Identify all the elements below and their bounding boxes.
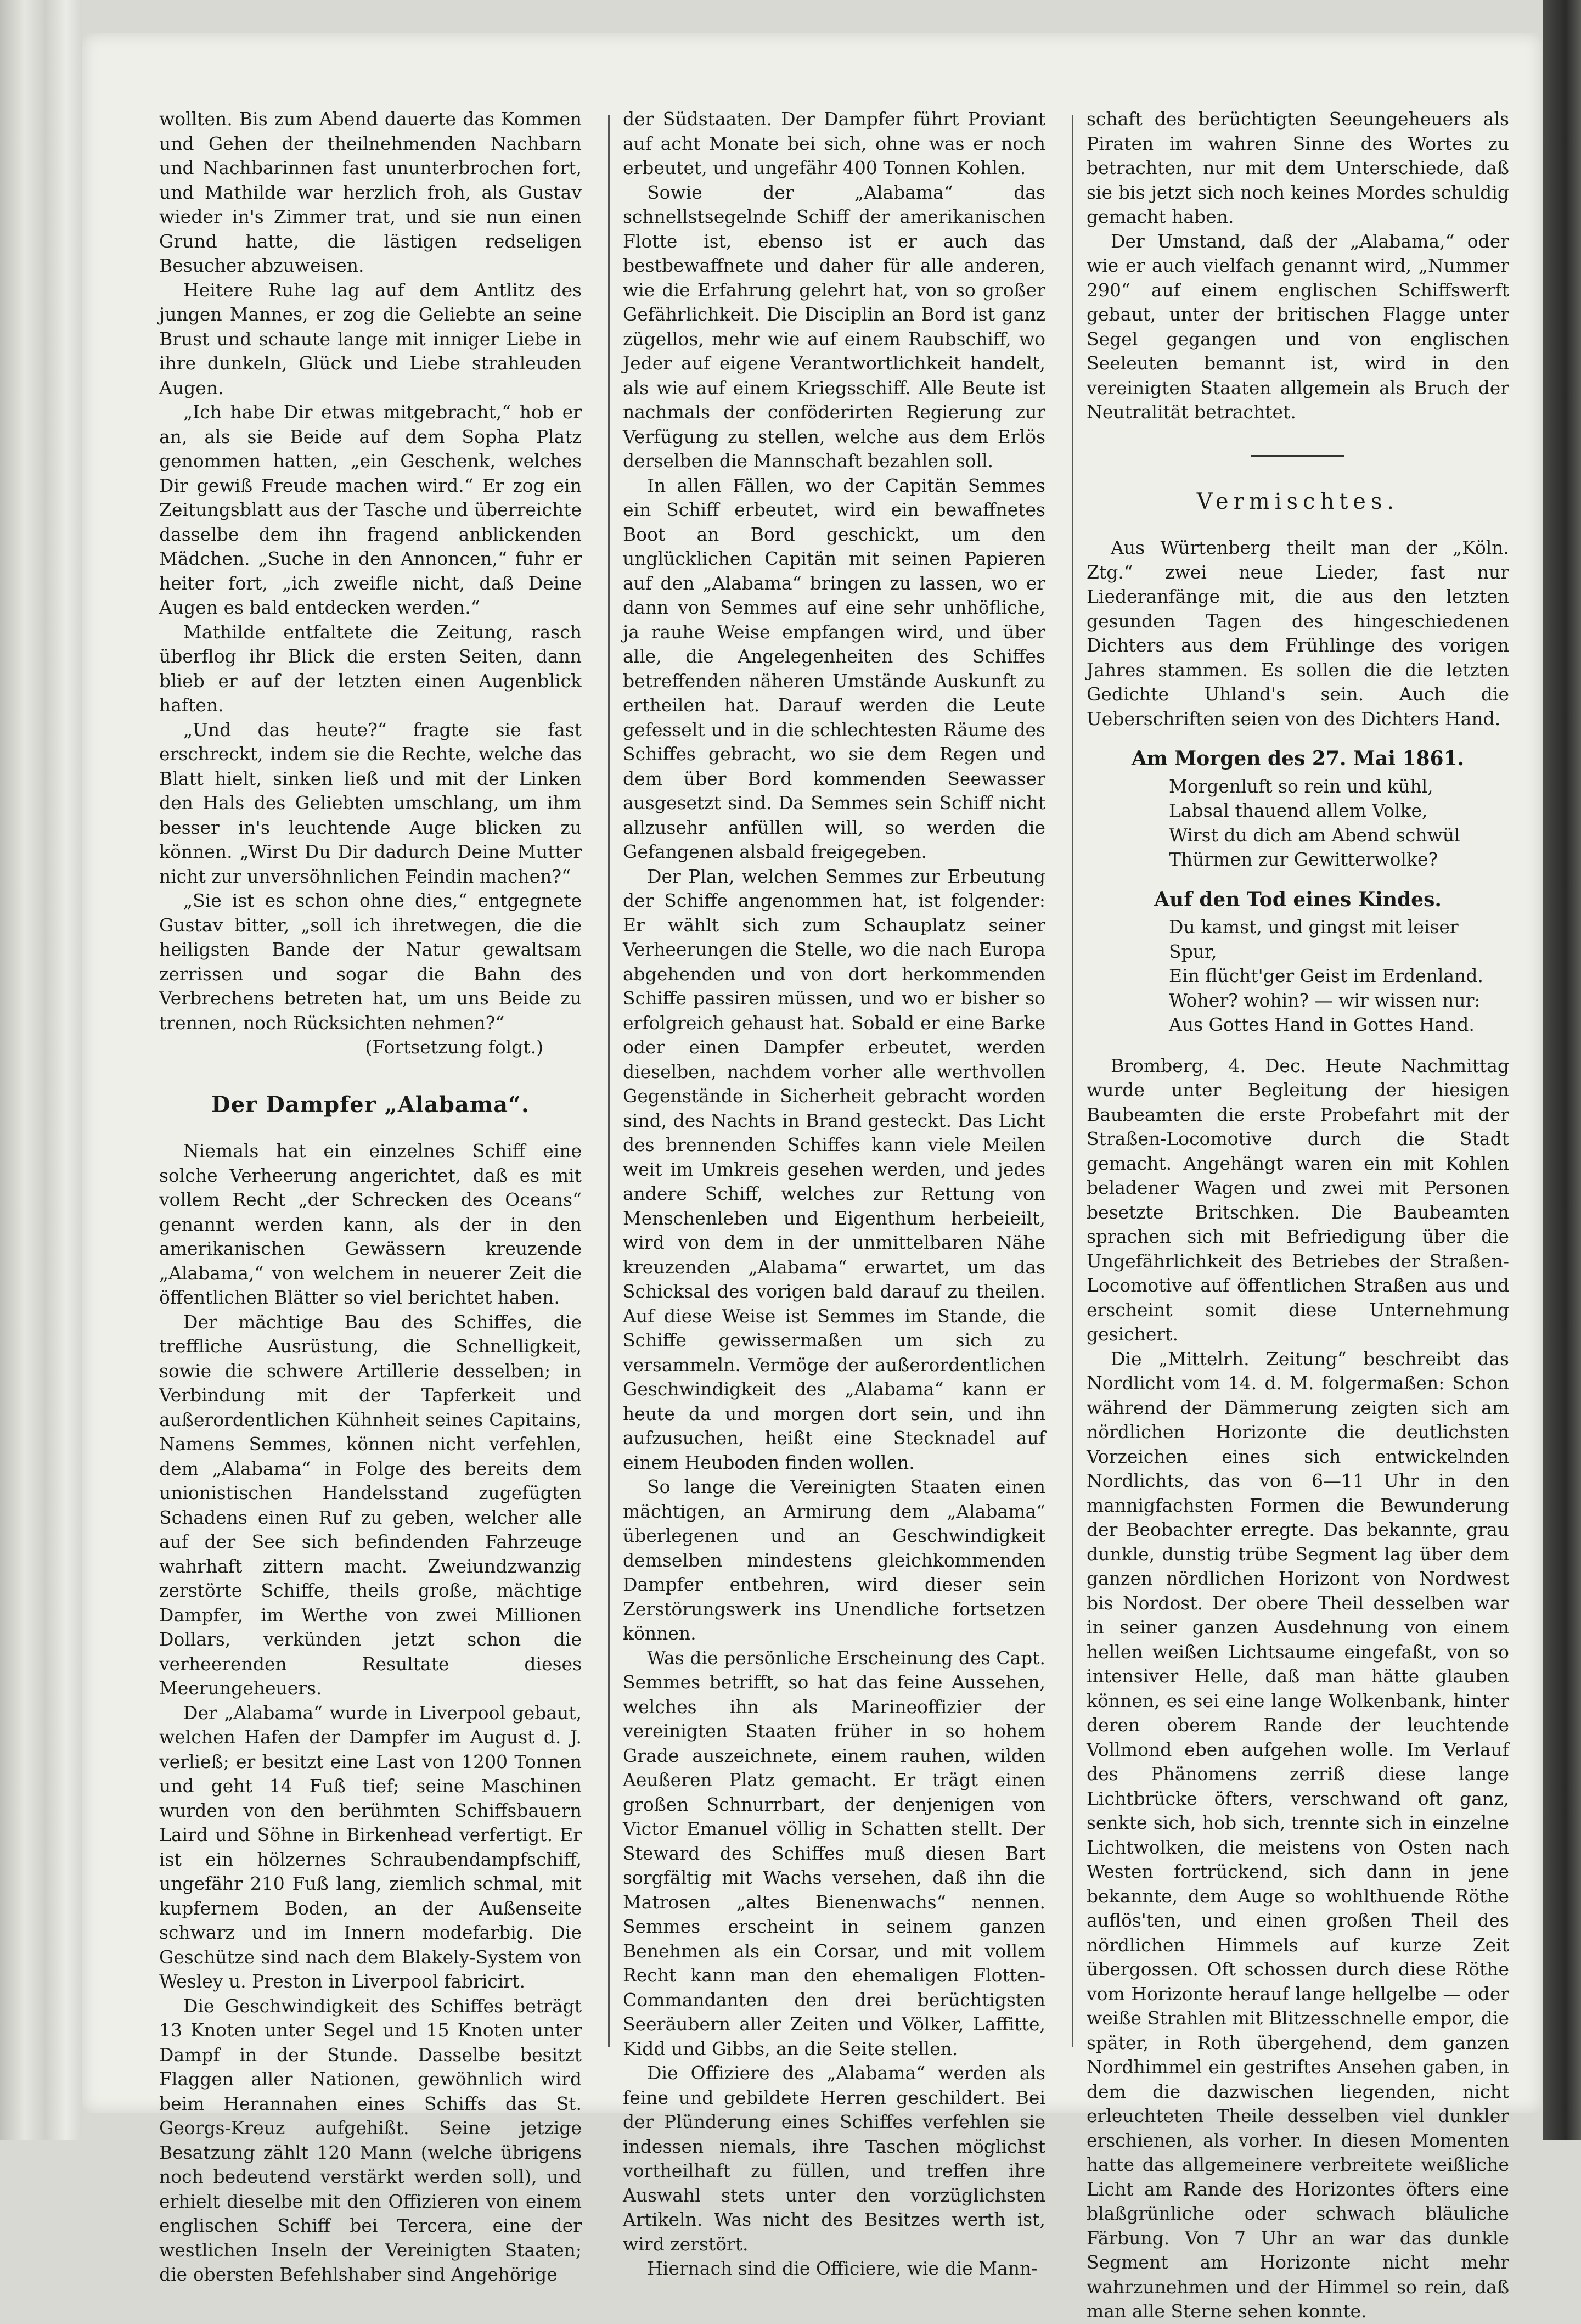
paragraph: Der „Alabama“ wurde in Liverpool gebaut, welchen Hafen der Dampfer im August d. J. verließ; er besitzt eine Last von 1200 Tonnen und geht 14 Fuß tief; seine Maschinen wurden von den berühmten Schiffsbauern Laird und Söhne in Birkenhead verfertigt. Er ist ein hölzernes Schraubendampfschiff, ungefähr 210 Fuß lang, ziemlich schmal, mit kupfernem Boden, an der Außenseite schwarz und im Innern modefarbig. Die Geschütze sind nach dem Blakely-System von Wesley u. Preston in Liverpool fabricirt. [159, 1702, 582, 1992]
verse-line: Wirst du dich am Abend schwül [1169, 824, 1460, 846]
paragraph: Der Umstand, daß der „Alabama,“ oder wie er auch vielfach genannt wird, „Nummer 290“ auf einem englischen Schiffswerft gebaut, unter der britischen Flagge unter Segel gegangen und von englischen Seeleuten bemannt ist, wird in den vereinigten Staaten allgemein als Bruch der Neutralität betrachtet. [1087, 230, 1509, 423]
paragraph: wollten. Bis zum Abend dauerte das Kommen und Gehen der theilnehmenden Nachbarn und Nachbarinnen fast ununterbrochen fort, und Mathilde war herzlich froh, als Gustav wieder in's Zimmer trat, und sie nun einen Grund hatte, die lästigen redseligen Besucher abzuweisen. [159, 108, 582, 276]
verse-line: Labsal thauend allem Volke, [1169, 800, 1428, 821]
paragraph: Der Plan, welchen Semmes zur Erbeutung der Schiffe angenommen hat, ist folgender: Er wählt sich zum Schauplatz seiner Verheerungen die Stelle, wo die nach Europa abgehenden und von dort herkommenden Schiffe passiren müssen, und wo er bisher so erfolgreich gehaust hat. Sobald er eine Barke oder einen Dampfer erbeutet, werden dieselben, nachdem vorher alle werthvollen Gegenstände in Sicherheit gebracht worden sind, des Nachts in Brand gesteckt. Das Licht des brennenden Schiffes kann viele Meilen weit im Umkreis gesehen werden, und jedes andere Schiff, welches zur Rettung von Menschenleben und Eigenthum herbeieilt, wird von dem in der unmittelbaren Nähe kreuzenden „Alabama“ erwartet, um das Schicksal des vorigen bald darauf zu theilen. Auf diese Weise ist Semmes im Stande, die Schiffe gewissermaßen um sich zu versammeln. Vermöge der außerordentlichen Geschwindigkeit des „Alabama“ kann er heute da und morgen dort sein, und ihn aufzusuchen, heißt eine Stecknadel auf einem Heuboden finden wollen. [623, 865, 1045, 1473]
paragraph: Was die persönliche Erscheinung des Capt. Semmes betrifft, so hat das feine Aussehen, welches ihn als Marineoffizier der vereinigten Staaten früher in so hohem Grade auszeichnete, einem rauhen, wilden Aeußeren Platz gemacht. Er trägt einen großen Schnurrbart, der denjenigen von Victor Emanuel völlig in Schatten stellt. Der Steward des Schiffes muß diesen Bart sorgfältig mit Wachs versehen, daß ihn die Matrosen „altes Bienenwachs“ nennen. Semmes erscheint in seinem ganzen Benehmen als ein Corsar, und mit vollem Recht kann man den ehemaligen Flotten-Commandanten den drei berüchtigsten Seeräubern aller Zeiten und Völker, Laffitte, Kidd und Gibbs, an die Seite stellen. [623, 1647, 1045, 2059]
paragraph: Die Geschwindigkeit des Schiffes beträgt 13 Knoten unter Segel und 15 Knoten unter Dampf in der Stunde. Dasselbe besitzt Flaggen aller Nationen, gewöhnlich wird beim Herannahen eines Schiffs das St. Georgs-Kreuz aufgehißt. Seine jetzige Besatzung zählt 120 Mann (welche übrigens noch bedeutend verstärkt werden soll), und erhielt dieselbe mit den Offizieren von einem englischen Schiff bei Tercera, eine der westlichen Inseln der Vereinigten Staaten; die obersten Befehlshaber sind Angehörige [159, 1995, 582, 2285]
paragraph: So lange die Vereinigten Staaten einen mächtigen, an Armirung dem „Alabama“ überlegenen und an Geschwindigkeit demselben mindestens gleichkommenden Dampfer entbehren, wird dieser sein Zerstörungswerk ins Unendliche fortsetzen können. [623, 1476, 1045, 1644]
paragraph: In allen Fällen, wo der Capitän Semmes ein Schiff erbeutet, wird ein bewaffnetes Boot an Bord geschickt, um den unglücklichen Capitän mit seinen Papieren auf den „Alabama“ bringen zu lassen, wo er dann von Semmes auf eine sehr unhöfliche, ja rauhe Weise empfangen wird, und über alle, die Angelegenheiten des Schiffes betreffenden näheren Umstände Auskunft zu ertheilen hat. Darauf werden die Leute gefesselt und in die schlechtesten Räume des Schiffes gebracht, wo sie dem Regen und dem über Bord kommenden Seewasser ausgesetzt sind. Da Semmes sein Schiff nicht allzusehr anfüllen will, so werden die Gefangenen alsbald freigegeben. [623, 474, 1045, 862]
continuation-note: (Fortsetzung folgt.) [365, 1036, 543, 1058]
paragraph: „Sie ist es schon ohne dies,“ entgegnete Gustav bitter, „soll ich ihretwegen, die die heiligsten Bande der Natur gewaltsam zerrissen und sogar die Bahn des Verbrechens betreten hat, um uns Beide zu trennen, noch Rücksichten nehmen?“ [159, 890, 582, 1034]
paragraph: Heitere Ruhe lag auf dem Antlitz des jungen Mannes, er zog die Geliebte an seine Brust und schaute lange mit inniger Liebe in ihre dunkeln, Glück und Liebe strahleuden Augen. [159, 279, 582, 398]
verse-line: Aus Gottes Hand in Gottes Hand. [1169, 1014, 1475, 1035]
verse-line: Morgenluft so rein und kühl, [1169, 775, 1433, 797]
newspaper-page [82, 33, 1542, 2322]
paragraph: Der mächtige Bau des Schiffes, die treffliche Ausrüstung, die Schnelligkeit, sowie die schwere Artillerie desselben; in Verbindung mit der Tapferkeit und außerordentlichen Kühnheit seines Capitains, Namens Semmes, können nicht verfehlen, dem „Alabama“ in Folge des bereits dem unionistischen Handelsstand zugefügten Schadens einen Ruf zu geben, welcher alle auf der See sich befindenden Fahrzeuge wahrhaft zittern macht. Zweiundzwanzig zerstörte Schiffe, theils große, mächtige Dampfer, im Werthe von zwei Millionen Dollars, verkünden jetzt schon die verheerenden Resultate dieses Meerungeheuers. [159, 1311, 582, 1699]
paragraph: Hiernach sind die Officiere, wie die Mann- [647, 2258, 1038, 2279]
paragraph: Sowie der „Alabama“ das schnellstsegelnde Schiff der amerikanischen Flotte ist, ebenso ist er auch das bestbewaffnete und daher für alle anderen, wie die Erfahrung gelehrt hat, von so großer Gefährlichkeit. Die Disciplin an Bord ist ganz zügellos, mehr wie auf einem Raubschiff, wo Jeder auf eigene Verantwortlichkeit handelt, als wie auf einem Kriegsschiff. Alle Beute ist nachmals der conföderirten Regierung zur Verfügung zu stellen, welche aus dem Erlös derselben die Mannschaft bezahlen soll. [623, 181, 1045, 471]
verse-line: Ein flücht'ger Geist im Erdenland. [1169, 965, 1483, 986]
column-right [1087, 107, 1509, 2322]
paragraph: Mathilde entfaltete die Zeitung, rasch überflog ihr Blick die ersten Seiten, dann blieb er auf der letzten einen Augenblick haften. [159, 621, 582, 716]
verse-line: Thürmen zur Gewitterwolke? [1169, 849, 1438, 870]
binding-edge [1543, 0, 1581, 2140]
section-heading: Vermischtes. [1196, 489, 1399, 514]
column-left [159, 107, 582, 2285]
verse-line: Woher? wohin? — wir wissen nur: [1169, 989, 1481, 1011]
column-rule [1072, 115, 1073, 2047]
paragraph: der Südstaaten. Der Dampfer führt Proviant auf acht Monate bei sich, ohne was er noch erbeutet, und ungefähr 400 Tonnen Kohlen. [623, 108, 1045, 178]
paragraph: Aus Würtenberg theilt man der „Köln. Ztg.“ zwei neue Lieder, fast nur Liederanfänge mit, die aus den letzten gesunden Tagen des hingeschiedenen Dichters aus dem Frühlinge des vorigen Jahres stammen. Es sollen die die letzten Gedichte Uhland's sein. Auch die Ueberschriften seien von des Dichters Hand. [1087, 537, 1509, 729]
page-stack-edge [0, 0, 82, 2140]
poem-title: Auf den Tod eines Kindes. [1154, 888, 1442, 911]
article-heading: Der Dampfer „Alabama“. [211, 1091, 530, 1118]
verse-line: Du kamst, und gingst mit leiser Spur, [1169, 916, 1459, 962]
paragraph: Die „Mittelrh. Zeitung“ beschreibt das Nordlicht vom 14. d. M. folgermaßen: Schon während der Dämmerung zeigten sich am nördlichen Horizonte die deutlichsten Vorzeichen eines sich entwickelnden Nordlichts, das von 6—11 Uhr in den mannigfachsten Formen die Bewunderung der Beobachter erregte. Das bekannte, grau dunkle, dunstig trübe Segment lag über dem ganzen nördlichen Horizont von Nordwest bis Nordost. Der obere Theil desselben war in seiner ganzen Ausdehnung von einem hellen weißen Lichtsaume eingefaßt, von so intensiver Helle, daß man hätte glauben können, es sei eine lange Wolkenbank, hinter deren oberem Rande der leuchtende Vollmond eben aufgehen wolle. Im Verlauf des Phänomens zerriß diese lange Lichtbrücke öfters, verschwand oft ganz, senkte sich, hob sich, trennte sich in einzelne Lichtwolken, die meistens von Osten nach Westen fortrückend, sich dann in jene bekannte, dem Auge so wohlthuende Röthe auflös'ten, und einen großen Theil des nördlichen Himmels auf kurze Zeit übergossen. Oft schossen durch diese Röthe vom Horizonte herauf lange hellgelbe — oder weiße Strahlen mit Blitzesschnelle empor, die später, in Roth übergehend, dem ganzen Nordhimmel ein gestriftes Ansehen gaben, in dem die dazwischen liegenden, nicht erleuchteten Theile desselben viel dunkler erschienen, als vorher. In diesen Momenten hatte das allgemeinere verbreitete weißliche Licht am Rande des Horizontes öfters eine blaßgrünliche oder schwach bläuliche Färbung. Von 7 Uhr an war das dunkle Segment am Horizonte nicht mehr wahrzunehmen und der Himmel so rein, daß man alle Sterne sehen konnte. [1087, 1348, 1509, 2322]
paragraph: „Ich habe Dir etwas mitgebracht,“ hob er an, als sie Beide auf dem Sopha Platz genommen hatten, „ein Geschenk, welches Dir gewiß Freude machen wird.“ Er zog ein Zeitungsblatt aus der Tasche und überreichte dasselbe dem ihn fragend anblickenden Mädchen. „Suche in den Annoncen,“ fuhr er heiter fort, „ich zweifle nicht, daß Deine Augen es bald entdecken werden.“ [159, 401, 582, 618]
column-middle [623, 107, 1045, 2279]
paragraph: schaft des berüchtigten Seeungeheuers als Piraten im wahren Sinne des Wortes zu betrachten, nur mit dem Unterschiede, daß sie bis jetzt sich noch keines Mordes schuldig gemacht haben. [1087, 108, 1509, 227]
poem-title: Am Morgen des 27. Mai 1861. [1131, 747, 1465, 770]
section-divider [1251, 455, 1344, 457]
paragraph: Niemals hat ein einzelnes Schiff eine solche Verheerung angerichtet, daß es mit vollem Recht „der Schrecken des Oceans“ genannt werden kann, als der in den amerikanischen Gewässern kreuzende „Alabama,“ von welchem in neuerer Zeit die öffentlichen Blätter so viel berichtet haben. [159, 1140, 582, 1308]
paragraph: Die Offiziere des „Alabama“ werden als feine und gebildete Herren geschildert. Bei der Plünderung eines Schiffes verfehlen sie indessen niemals, ihre Taschen möglichst vortheilhaft zu füllen, und treffen ihre Auswahl stets unter den vorzüglichsten Artikeln. Was nicht des Besitzes werth ist, wird zerstört. [623, 2062, 1045, 2255]
paragraph: „Und das heute?“ fragte sie fast erschreckt, indem sie die Rechte, welche das Blatt hielt, sinken ließ und mit der Linken den Hals des Geliebten umschlang, um ihm besser in's leuchtende Auge blicken zu können. „Wirst Du Dir dadurch Deine Mutter nicht zur unversöhnlichen Feindin machen?“ [159, 718, 582, 887]
column-rule [608, 115, 610, 2047]
paragraph: Bromberg, 4. Dec. Heute Nachmittag wurde unter Begleitung der hiesigen Baubeamten die erste Probefahrt mit der Straßen-Locomotive durch die Stadt gemacht. Angehängt waren ein mit Kohlen beladener Wagen und zwei mit Personen besetzte Britschken. Die Baubeamten sprachen sich mit Befriedigung über die Ungefährlichkeit des Betriebes der Straßen-Locomotive auf öffentlichen Straßen aus und erscheint somit diese Unternehmung gesichert. [1087, 1054, 1509, 1345]
